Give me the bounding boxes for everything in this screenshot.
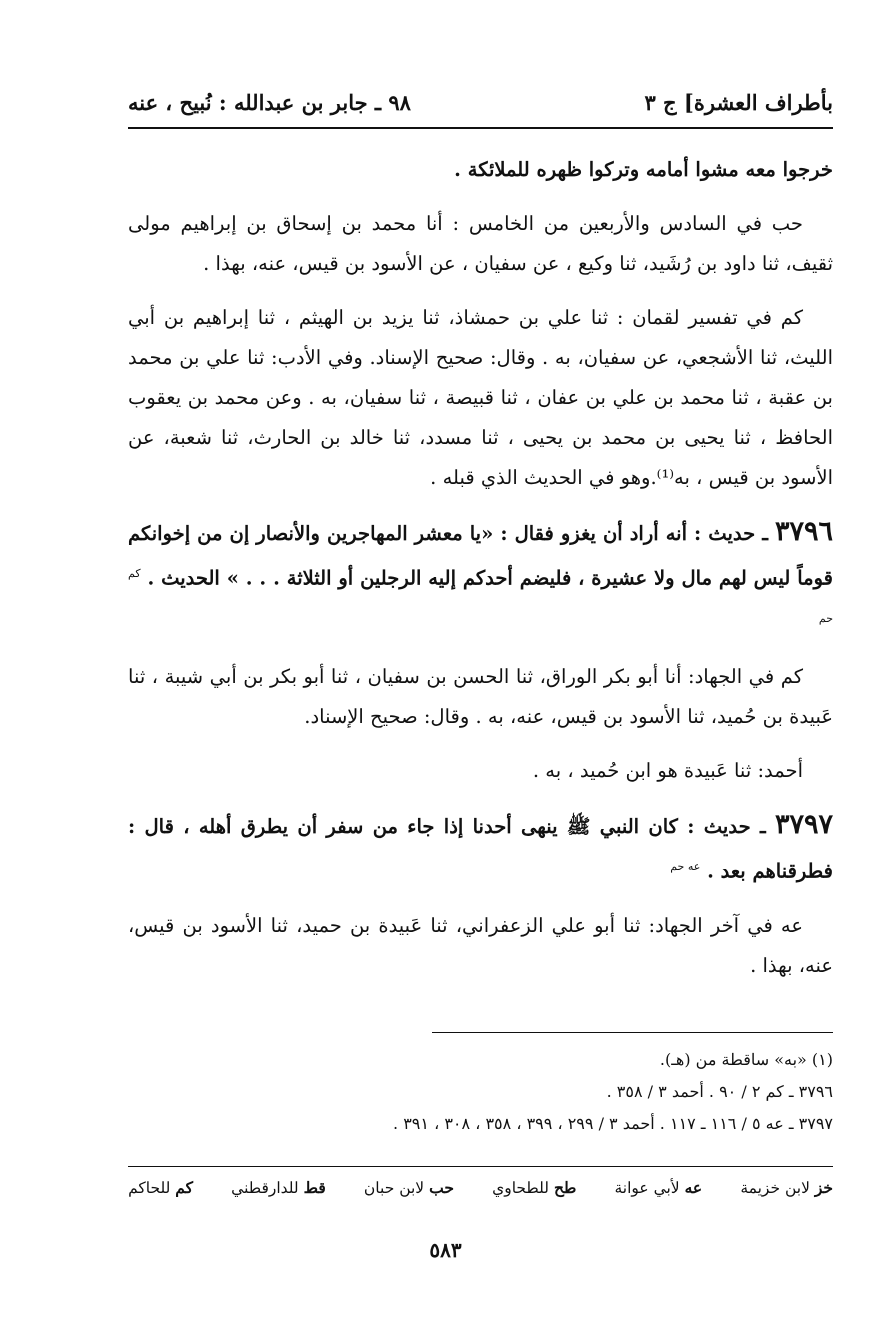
page-number: ٥٨٣ xyxy=(429,1238,462,1262)
paragraph-hibban: حب في السادس والأربعين من الخامس : أنا محمد بن إسحاق بن إبراهيم مولى ثقيف، ثنا داود بن رُشَيد، ثنا وكيع ، عن سفيان ، عن الأسود بن قيس، عنه، بهذا . xyxy=(128,212,833,275)
legend-item: عه لأبي عوانة xyxy=(614,1178,703,1197)
footnote-3797: ٣٧٩٧ ـ عه ٥ / ١١٦ ـ ١١٧ . أحمد ٣ / ٢٩٩ ، ٣٩٩ ، ٣٥٨ ، ٣٠٨ ، ٣٩١ . xyxy=(393,1114,833,1133)
sigla-legend xyxy=(128,1178,833,1208)
header-chapter-title: ٩٨ ـ جابر بن عبدالله : نُبيح ، عنه xyxy=(128,89,411,115)
running-header xyxy=(128,82,833,122)
legend-item: قط للدارقطني xyxy=(231,1178,326,1197)
hadith-sigla: عه حم xyxy=(670,860,701,873)
paragraph-continuation: خرجوا معه مشوا أمامه وتركوا ظهره للملائكة . xyxy=(454,158,833,181)
hadith-text: ـ حديث : أنه أراد أن يغزو فقال : «يا معشر المهاجرين والأنصار إن من إخوانكم قوماً ليس لهم مال ولا عشيرة ، فليضم أحدكم إليه الرجلين أو الثلاثة . . . » الحديث . xyxy=(128,522,833,590)
paragraph-hakim-jihad: كم في الجهاد: أنا أبو بكر الوراق، ثنا الحسن بن سفيان ، ثنا أبو بكر بن أبي شيبة ، ثنا عَبيدة بن حُميد، ثنا الأسود بن قيس، عنه، به . وقال: صحيح الإسناد. xyxy=(128,665,833,728)
hadith-3797 xyxy=(128,805,833,892)
main-text xyxy=(128,150,833,1000)
header-book-title: بأطراف العشرة] ج ٣ xyxy=(644,89,833,115)
footnote-1: (١) «به» ساقطة من (هـ). xyxy=(659,1050,833,1069)
header-divider xyxy=(128,127,833,129)
hadith-text: ـ حديث : كان النبي ﷺ ينهى أحدنا إذا جاء من سفر أن يطرق أهله ، قال : فطرقناهم بعد . xyxy=(128,815,833,883)
hadith-sigla: كم حم xyxy=(128,567,833,625)
hadith-3796 xyxy=(128,512,833,643)
legend-item: كم للحاكم xyxy=(128,1178,193,1197)
hadith-number: ٣٧٩٧ xyxy=(774,809,833,840)
legend-item: طح للطحاوي xyxy=(492,1178,577,1197)
footnote-3796: ٣٧٩٦ ـ كم ٢ / ٩٠ . أحمد ٣ / ٣٥٨ . xyxy=(606,1082,833,1101)
legend-item: حب لابن حبان xyxy=(363,1178,454,1197)
paragraph-hakim-tafsir: كم في تفسير لقمان : ثنا علي بن حمشاذ، ثنا يزيد بن الهيثم ، ثنا إبراهيم بن أبي الليث، ثنا الأشجعي، عن سفيان، به . وقال: صحيح الإسناد. وفي الأدب: ثنا علي بن محمد بن عقبة ، ثنا محمد بن علي بن عفان ، ثنا قبيصة ، ثنا سفيان، به . وعن محمد بن يعقوب الحافظ ، ثنا يحيى بن محمد بن يحيى ، ثنا مسدد، ثنا خالد بن الحارث، ثنا شعبة، عن الأسود بن قيس ، به⁽¹⁾.وهو في الحديث الذي قبله . xyxy=(128,306,833,489)
legend-item: خز لابن خزيمة xyxy=(740,1178,833,1197)
footnotes xyxy=(128,1044,833,1140)
paragraph-ahmad: أحمد: ثنا عَبيدة هو ابن حُميد ، به . xyxy=(532,759,803,782)
hadith-number: ٣٧٩٦ xyxy=(774,516,833,547)
legend-divider xyxy=(128,1166,833,1167)
paragraph-awana: عه في آخر الجهاد: ثنا أبو علي الزعفراني، ثنا عَبيدة بن حميد، ثنا الأسود بن قيس، عنه، بهذا . xyxy=(128,913,833,977)
footnote-divider xyxy=(432,1032,833,1033)
